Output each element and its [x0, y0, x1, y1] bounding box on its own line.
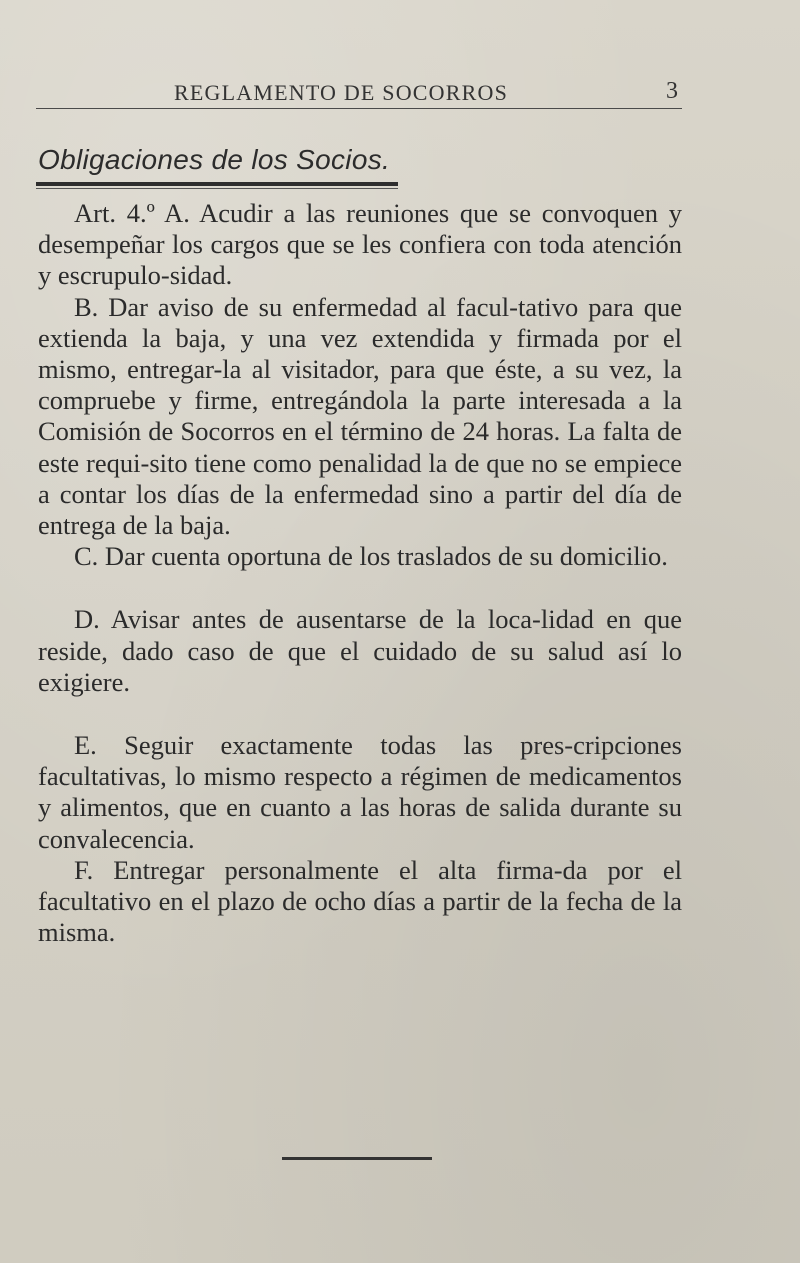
paragraph-d: D. Avisar antes de ausentarse de la loca-lidad en que reside, dado caso de que el cuidado de su salud así lo exigiere.: [38, 604, 682, 697]
paragraph-b: B. Dar aviso de su enfermedad al facul-tativo para que extienda la baja, y una vez extendida y firmada por el mismo, entregar-la al visitador, para que éste, a su vez, la compruebe y firme, entregándola la parte interesada a la Comisión de Socorros en el término de 24 horas. La falta de este requi-sito tiene como penalidad la de que no se empiece a contar los días de la enfermedad sino a partir del día de entrega de la baja.: [38, 291, 682, 541]
end-rule: [282, 1157, 432, 1160]
running-header: [36, 78, 682, 109]
paragraph-spacer: [38, 698, 682, 730]
body-text: [38, 198, 682, 948]
paragraph-e: E. Seguir exactamente todas las pres-cripciones facultativas, lo mismo respecto a régimen de medicamentos y alimentos, que en cuanto a las horas de salida durante su convalecencia.: [38, 730, 682, 854]
paragraph-c: C. Dar cuenta oportuna de los traslados de su domicilio.: [74, 541, 668, 572]
paragraph-f: F. Entregar personalmente el alta firma-da por el facultativo en el plazo de ocho días a partir de la fecha de la misma.: [38, 854, 682, 948]
title-underline: [36, 182, 398, 186]
paragraph-a: Art. 4.º A. Acudir a las reuniones que se convoquen y desempeñar los cargos que se les confiera con toda atención y escrupulo-sidad.: [38, 198, 682, 291]
section-title: Obligaciones de los Socios.: [38, 144, 391, 175]
paragraph-spacer: [38, 572, 682, 604]
page-number: 3: [666, 78, 678, 104]
running-title: REGLAMENTO DE SOCORROS: [174, 80, 509, 105]
